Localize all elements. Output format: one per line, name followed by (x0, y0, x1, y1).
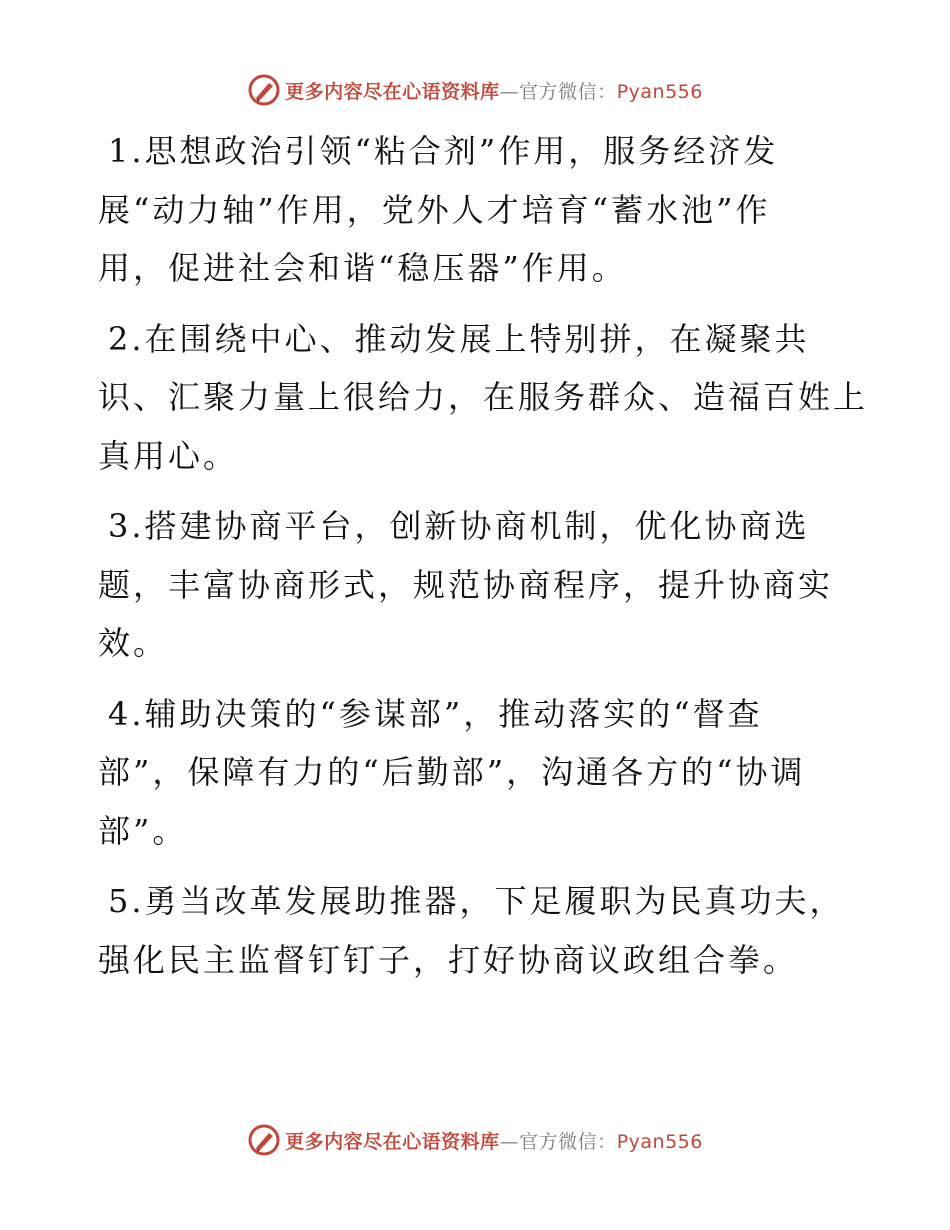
paragraph-line: 题，丰富协商形式，规范协商程序，提升协商实 (98, 565, 834, 604)
paragraph-line: 真用心。 (98, 436, 239, 475)
document-body (98, 122, 869, 1001)
banner-wechat-id: Pyan556 (616, 80, 703, 103)
paragraph-line: 识、汇聚力量上很给力，在服务群众、造福百姓上 (98, 378, 869, 416)
paragraph-4 (98, 685, 858, 861)
paragraph-3 (98, 497, 858, 673)
paragraph-line: 3.搭建协商平台，创新协商机制，优化协商选 (108, 507, 810, 545)
paragraph-line: 4.辅助决策的“参谋部”，推动落实的“督查 (108, 694, 763, 733)
paragraph-line: 5.勇当改革发展助推器，下足履职为民真功夫， (108, 882, 845, 920)
paragraph-line: 1.思想政治引领“粘合剂”作用，服务经济发 (108, 132, 779, 170)
banner-dash: — (499, 1130, 520, 1153)
banner-dash: — (499, 80, 520, 103)
paragraph-line: 部”，保障有力的“后勤部”，沟通各方的“协调 (98, 753, 806, 791)
paragraph-line: 展“动力轴”作用，党外人才培育“蓄水池”作 (98, 190, 771, 229)
banner-wechat-id: Pyan556 (616, 1130, 703, 1153)
banner-site-name: 更多内容尽在心语资料库 (285, 1130, 500, 1153)
banner-wechat-label: 官方微信： (519, 1130, 617, 1153)
banner-wechat-label: 官方微信： (519, 80, 617, 103)
paragraph-line: 部”。 (98, 811, 188, 850)
pen-circle-logo-icon (247, 1123, 281, 1157)
paragraph-2 (98, 310, 869, 486)
footer-watermark-banner (0, 1120, 950, 1160)
banner-site-name: 更多内容尽在心语资料库 (285, 80, 500, 103)
paragraph-line: 用，促进社会和谐“稳压器”作用。 (98, 249, 627, 287)
header-watermark-banner (0, 70, 950, 110)
paragraph-line: 2.在围绕中心、推动发展上特别拼，在凝聚共 (108, 319, 810, 358)
paragraph-line: 效。 (98, 624, 169, 662)
paragraph-1 (98, 122, 858, 298)
paragraph-line: 强化民主监督钉钉子，打好协商议政组合拳。 (98, 940, 799, 979)
pen-circle-logo-icon (247, 73, 281, 107)
paragraph-5 (98, 872, 858, 989)
